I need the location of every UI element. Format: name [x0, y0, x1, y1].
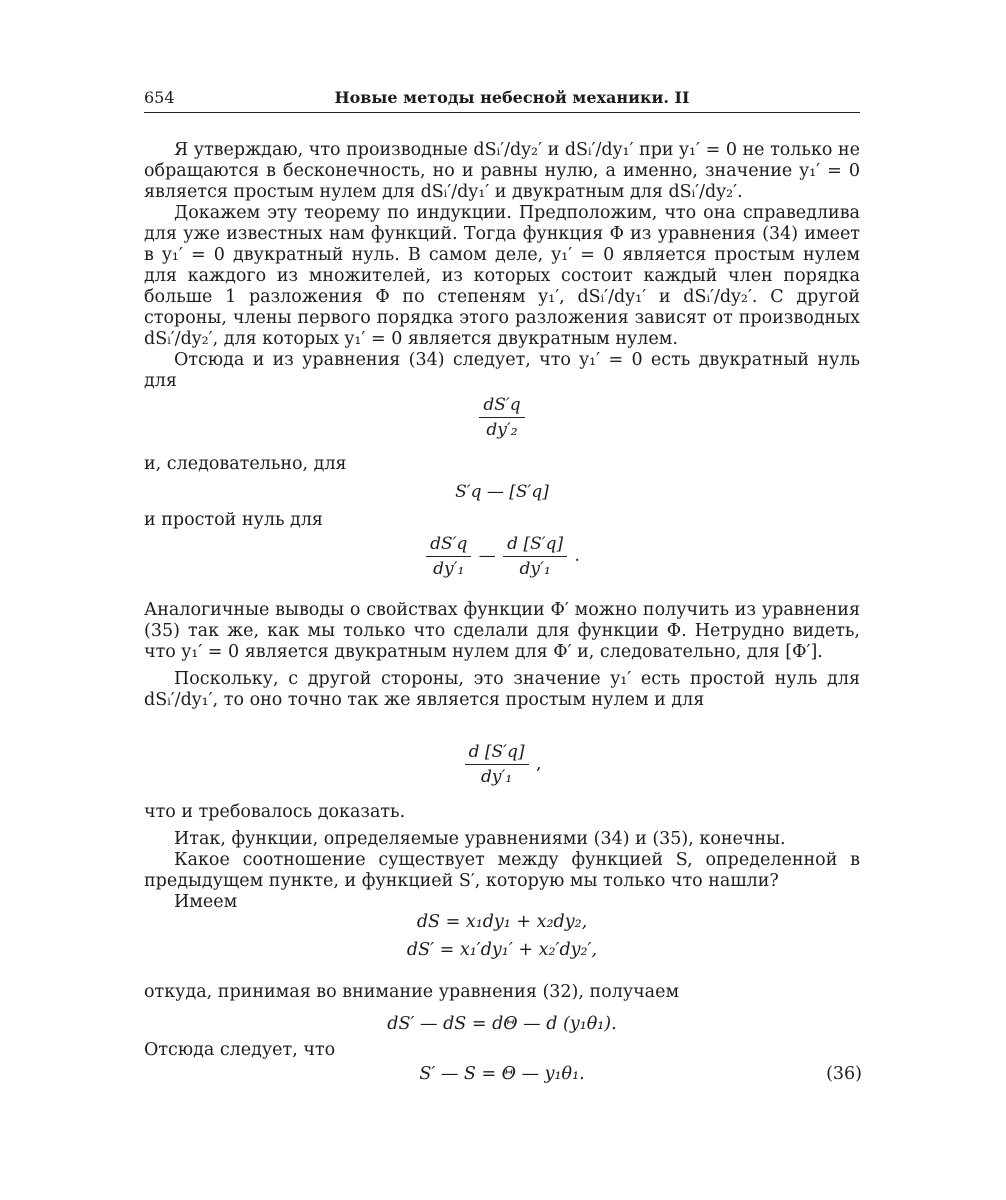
- paragraph-block-6: [144, 982, 860, 1003]
- punctuation: .: [574, 546, 580, 566]
- fraction: [465, 742, 529, 787]
- equation-number: (36): [826, 1064, 862, 1084]
- paragraph: Отсюда и из уравнения (34) следует, что y₁′ = 0 есть двукратный нуль для: [144, 350, 860, 391]
- fraction: [479, 395, 524, 440]
- formula-1: [144, 395, 860, 440]
- fraction: [426, 534, 471, 579]
- formula-3: [144, 534, 860, 579]
- denominator: dy′₁: [433, 559, 465, 579]
- numerator: d [S′q]: [465, 742, 529, 765]
- paragraph: Я утверждаю, что производные dSᵢ′/dy₂′ и dSᵢ′/dy₁′ при y₁′ = 0 не только не обращаются в бесконечность, но и равны нулю, а именно, значение y₁′ = 0 является простым нулем для dSᵢ′/dy₁′ и двукратным для dSᵢ′/dy₂′.: [144, 140, 861, 202]
- denominator: dy′₁: [519, 559, 551, 579]
- paragraph: Докажем эту теорему по индукции. Предположим, что она справедлива для уже известных нам функций. Тогда функция Φ из уравнения (34) имеет в y₁′ = 0 двукратный нуль. В самом деле, y₁′ = 0 является простым нулем для каждого из множителей, из которых состоит каждый член порядка больше 1 разложения Φ по степеням y₁′, dSᵢ′/dy₁′ и dSᵢ′/dy₂′. С другой стороны, члены первого порядка этого разложения зависят от производных dSᵢ′/dy₂′, для которых y₁′ = 0 является двукратным нулем.: [144, 203, 860, 349]
- paragraph-block-1: [144, 140, 860, 392]
- paragraph-block-7: [144, 1040, 860, 1061]
- equation-2: dS′ = x₁′dy₁′ + x₂′dy₂′,: [406, 940, 598, 960]
- paragraph: Поскольку, с другой стороны, это значение y₁′ есть простой нуль для dSᵢ′/dy₁′, то оно точно так же является простым нулем и для: [144, 669, 860, 710]
- running-header: [144, 88, 860, 113]
- paragraph: Итак, функции, определяемые уравнениями (34) и (35), конечны.: [174, 829, 786, 849]
- equation-3: dS′ — dS = dΘ — d (y₁θ₁).: [387, 1014, 617, 1034]
- denominator: dy′₁: [481, 767, 513, 787]
- equation-1: dS = x₁dy₁ + x₂dy₂,: [416, 912, 588, 932]
- formula-2: S′q — [S′q]: [455, 482, 549, 502]
- denominator: dy′₂: [486, 420, 518, 440]
- paragraph-block-3: [144, 510, 860, 531]
- numerator: d [S′q]: [503, 534, 567, 557]
- paragraph-block-2: [144, 454, 860, 475]
- paragraph: Какое соотношение существует между функцией S, определенной в предыдущем пункте, и функцией S′, которую мы только что нашли?: [144, 850, 860, 891]
- paragraph: и, следовательно, для: [144, 454, 347, 474]
- paragraph: что и требовалось доказать.: [144, 802, 406, 822]
- paragraph: Аналогичные выводы о свойствах функции Φ′ можно получить из уравнения (35) так же, как мы только что сделали для функции Φ. Нетрудно видеть, что y₁′ = 0 является двукратным нулем для Φ′ и, следовательно, для [Φ′].: [144, 600, 860, 662]
- numerator: dS′q: [426, 534, 471, 557]
- paragraph-block-4: [144, 600, 860, 711]
- minus-sign: —: [478, 546, 496, 566]
- fraction: [503, 534, 567, 579]
- page-number: 654: [144, 88, 175, 107]
- paragraph: Отсюда следует, что: [144, 1040, 336, 1060]
- numerator: dS′q: [479, 395, 524, 418]
- paragraph: откуда, принимая во внимание уравнения (32), получаем: [144, 982, 680, 1002]
- paragraph: Имеем: [174, 892, 238, 912]
- running-title: Новые методы небесной механики. II: [334, 88, 690, 107]
- paragraph: и простой нуль для: [144, 510, 323, 530]
- formula-4: [144, 742, 860, 787]
- equation-4: S′ — S = Θ — y₁θ₁.: [419, 1064, 585, 1084]
- paragraph-block-5: [144, 802, 860, 913]
- punctuation: ,: [535, 754, 542, 774]
